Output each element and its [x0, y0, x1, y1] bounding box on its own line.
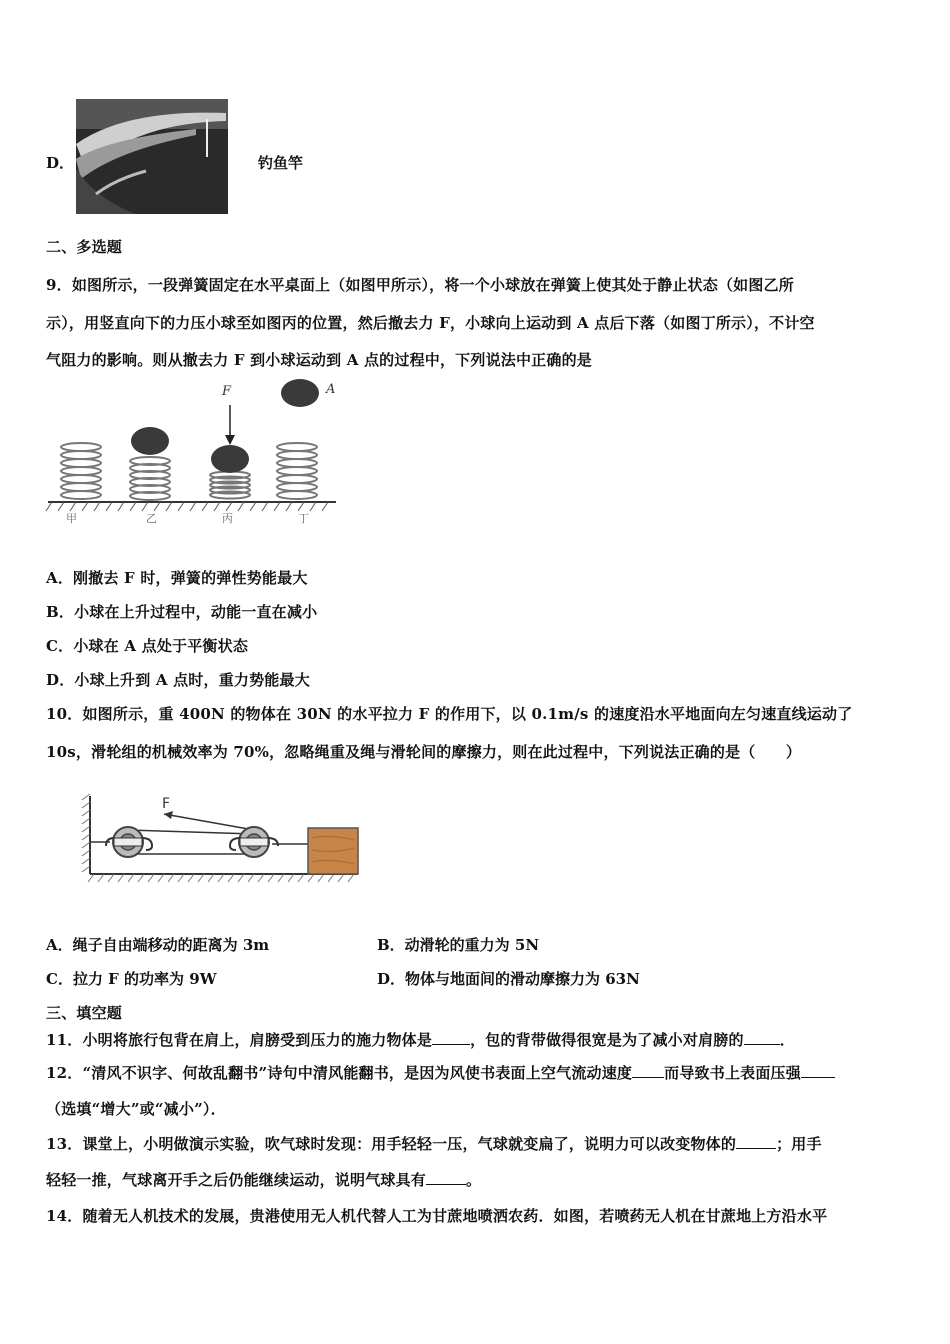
- q9-point-label: A: [326, 382, 336, 397]
- spring-jia: [61, 443, 101, 499]
- label-bing: 丙: [222, 512, 233, 525]
- q13-text-c: 轻轻一推，气球离开手之后仍能继续运动，说明气球具有: [46, 1171, 427, 1189]
- label-jia: 甲: [66, 512, 77, 525]
- movable-pulley: [230, 827, 278, 857]
- q10-line-2: 10s，滑轮组的机械效率为 70%，忽略绳重及绳与滑轮间的摩擦力，则在此过程中，下列说法正确的是（ ）: [46, 743, 802, 761]
- q9-option-a: A．刚撤去 F 时，弹簧的弹性势能最大: [46, 569, 308, 587]
- q8-option-d-label: 钓鱼竿: [258, 154, 304, 172]
- q14-line-1: 14．随着无人机技术的发展，贵港使用无人机代替人工为甘蔗地喷洒农药．如图，若喷药无人机在甘蔗地上方沿水平: [46, 1207, 828, 1225]
- q10-option-b: B．动滑轮的重力为 5N: [377, 936, 540, 954]
- q12-blank-2[interactable]: [801, 1063, 835, 1078]
- label-yi: 乙: [146, 512, 157, 525]
- q9-force-label: F: [222, 384, 232, 399]
- q9-option-d: D．小球上升到 A 点时，重力势能最大: [46, 671, 310, 689]
- q13-text-d: 。: [466, 1171, 482, 1189]
- q11-blank-1[interactable]: [432, 1030, 470, 1045]
- q10-line-1: 10．如图所示，重 400N 的物体在 30N 的水平拉力 F 的作用下，以 0.1m/s 的速度沿水平地面向左匀速直线运动了: [46, 705, 853, 723]
- q11-text-b: ，包的背带做得很宽是为了减小对肩膀的: [470, 1031, 744, 1049]
- q12-line-2: （选填“增大”或“减小”）．: [46, 1100, 226, 1118]
- force-arrow-head: [225, 435, 235, 445]
- fishing-rod-photo: [76, 99, 228, 214]
- spring-yi: [130, 457, 170, 500]
- q12-line-1: [46, 1062, 835, 1083]
- q11-blank-2[interactable]: [744, 1030, 780, 1045]
- section-3-heading: 三、填空题: [46, 1004, 123, 1022]
- spring-ding: [277, 443, 317, 499]
- q10-option-a: A．绳子自由端移动的距离为 3m: [46, 936, 270, 954]
- q9-line-1: 9．如图所示，一段弹簧固定在水平桌面上（如图甲所示），将一个小球放在弹簧上使其处于静止状态（如图乙所: [46, 276, 794, 294]
- ball-bing: [211, 445, 249, 473]
- q10-pulley-figure: [80, 792, 362, 884]
- q11-text-c: ．: [779, 1031, 795, 1049]
- q12-text-a: 12．“清风不识字、何故乱翻书”诗句中清风能翻书，是因为风使书表面上空气流动速度: [46, 1064, 633, 1082]
- q13-blank-2[interactable]: [426, 1170, 466, 1185]
- q12-blank-1[interactable]: [632, 1063, 664, 1078]
- q11-line: [46, 1029, 795, 1050]
- section-2-heading: 二、多选题: [46, 238, 123, 256]
- q11-text-a: 11．小明将旅行包背在肩上，肩膀受到压力的施力物体是: [46, 1031, 433, 1049]
- q13-line-1: [46, 1133, 822, 1154]
- label-ding: 丁: [298, 512, 309, 525]
- q13-line-2: [46, 1169, 481, 1190]
- q13-blank-1[interactable]: [736, 1134, 776, 1149]
- q9-line-2: 示），用竖直向下的力压小球至如图丙的位置，然后撤去力 F，小球向上运动到 A 点后下落（如图丁所示），不计空: [46, 314, 815, 332]
- q10-force-label: F: [162, 796, 171, 812]
- pull-rope: [164, 814, 254, 830]
- q12-text-b: 而导致书上表面压强: [664, 1064, 801, 1082]
- q9-option-c: C．小球在 A 点处于平衡状态: [46, 637, 249, 655]
- q13-text-b: ；用手: [776, 1135, 822, 1153]
- q9-spring-figure: [44, 375, 344, 525]
- q9-line-3: 气阻力的影响。则从撤去力 F 到小球运动到 A 点的过程中，下列说法中正确的是: [46, 351, 592, 369]
- q8-option-d-letter: D．: [46, 154, 75, 172]
- q13-text-a: 13．课堂上，小明做演示实验，吹气球时发现：用手轻轻一压，气球就变扁了，说明力可以改变物体的: [46, 1135, 737, 1153]
- spring-bing: [210, 472, 250, 499]
- q10-option-d: D．物体与地面间的滑动摩擦力为 63N: [377, 970, 640, 988]
- ball-yi: [131, 427, 169, 455]
- fixed-pulley: [106, 827, 152, 857]
- q9-option-b: B．小球在上升过程中，动能一直在减小: [46, 603, 318, 621]
- q10-option-c: C．拉力 F 的功率为 9W: [46, 970, 217, 988]
- ball-a: [281, 379, 319, 407]
